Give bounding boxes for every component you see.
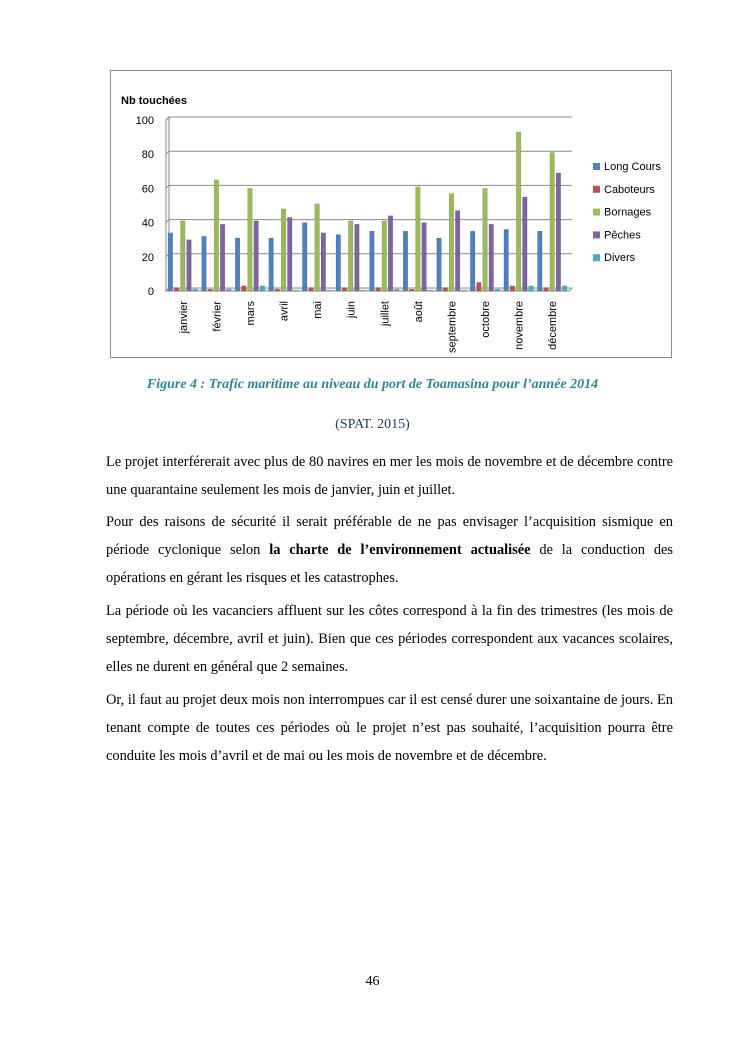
legend-label-0: Long Cours (604, 161, 661, 173)
bar-1-9 (477, 282, 482, 291)
bar-3-6 (388, 216, 393, 291)
bar-0-11 (538, 231, 543, 291)
figure-source: (SPAT. 2015) (335, 417, 410, 432)
bar-4-2 (260, 286, 265, 291)
y-tick-label-3: 60 (141, 183, 154, 196)
bar-2-6 (382, 221, 387, 291)
bar-0-2 (235, 238, 240, 291)
x-tick-label-1: février (211, 301, 224, 332)
bar-2-3 (281, 209, 286, 291)
bar-2-1 (214, 180, 219, 291)
y-tick-label-5: 100 (135, 115, 154, 127)
x-tick-label-9: octobre (480, 301, 493, 338)
bar-4-6 (394, 289, 399, 291)
bar-0-10 (504, 229, 509, 291)
bar-1-1 (208, 289, 213, 291)
bar-2-9 (483, 188, 488, 291)
x-tick-label-2: mars (244, 301, 257, 326)
bar-1-10 (510, 286, 515, 291)
bar-0-1 (202, 236, 207, 291)
bar-0-7 (403, 231, 408, 291)
bar-1-2 (241, 286, 246, 291)
bar-4-8 (462, 290, 467, 291)
bar-4-7 (428, 290, 433, 291)
x-tick-label-0: janvier (177, 301, 190, 334)
bar-3-7 (422, 223, 427, 291)
bar-1-0 (174, 288, 179, 291)
bar-2-0 (180, 221, 185, 291)
y-axis-label: Nb touchées (121, 95, 188, 107)
bar-4-9 (495, 289, 500, 291)
x-tick-label-6: juillet (379, 301, 392, 327)
bar-0-6 (370, 231, 375, 291)
bar-chart (111, 71, 671, 357)
legend-swatch-2 (593, 209, 600, 216)
y-tick-label-0: 0 (147, 286, 154, 298)
bar-1-7 (409, 289, 414, 291)
bar-3-1 (220, 224, 225, 291)
bar-3-2 (254, 221, 259, 291)
legend-swatch-0 (593, 163, 600, 170)
bar-2-10 (516, 132, 521, 291)
bar-0-8 (437, 238, 442, 291)
legend-swatch-1 (593, 186, 600, 193)
legend-label-4: Divers (604, 252, 636, 265)
bar-4-3 (294, 290, 299, 291)
bar-3-11 (556, 173, 561, 291)
bar-3-8 (455, 211, 460, 291)
bar-2-2 (248, 188, 253, 291)
bar-2-5 (348, 221, 353, 291)
legend-swatch-4 (593, 254, 600, 261)
x-tick-label-3: avril (278, 301, 291, 322)
paragraph-2-bold-reference: la charte de l’environnement actualisée (269, 542, 531, 558)
paragraph-4: Or, il faut au projet deux mois non interrompues car il est censé durer une soixantaine de jours. En tenant compte de toutes ces périodes où le projet n’est pas souhaité, l’acquisition pourra être conduite les mois d’avril et de mai ou les mois de novembre et de décembre. (106, 692, 673, 764)
bar-4-11 (562, 286, 567, 291)
bar-4-10 (529, 286, 534, 291)
bar-0-3 (269, 238, 274, 291)
bar-4-4 (327, 290, 332, 291)
x-tick-label-4: mai (312, 301, 325, 319)
bar-1-11 (544, 288, 549, 291)
bar-3-10 (523, 197, 528, 291)
bar-1-8 (443, 288, 448, 291)
bar-1-3 (275, 289, 280, 291)
bar-4-0 (193, 289, 198, 291)
bar-2-11 (550, 152, 555, 291)
legend-label-2: Bornages (604, 206, 652, 219)
y-tick-label-4: 80 (141, 149, 154, 162)
bar-3-5 (355, 224, 360, 291)
bar-2-7 (416, 187, 421, 291)
x-tick-label-10: novembre (513, 301, 526, 350)
y-tick-label-1: 20 (141, 251, 154, 264)
x-tick-label-8: septembre (446, 301, 459, 353)
bar-3-0 (187, 240, 192, 291)
paragraph-2-text-start: Pour des raisons de sécurité il serait préférable de ne pas envisager l’acquisition sismique en période cyclonique selon (106, 514, 673, 558)
bar-1-4 (309, 288, 314, 291)
bar-3-9 (489, 224, 494, 291)
paragraph-2-text-end: de la conduction des opérations en gérant les risques et les catastrophes. (106, 542, 673, 586)
paragraph-1: Le projet interférerait avec plus de 80 navires en mer les mois de novembre et de décembre contre une quarantaine seulement les mois de janvier, juin et juillet. (106, 454, 673, 498)
bar-3-4 (321, 233, 326, 291)
paragraph-2 (106, 508, 673, 592)
bar-4-1 (226, 289, 231, 291)
x-tick-label-11: décembre (547, 301, 560, 350)
legend-label-3: Pêches (604, 229, 641, 242)
paragraph-3: La période où les vacanciers affluent sur les côtes correspond à la fin des trimestres (les mois de septembre, décembre, avril et juin). Bien que ces périodes correspondent aux vacances scolaires, elles ne durent en général que 2 semaines. (106, 603, 673, 675)
x-tick-label-7: août (412, 301, 425, 323)
bar-3-3 (287, 217, 292, 291)
bar-0-0 (168, 233, 173, 291)
x-tick-label-5: juin (345, 301, 358, 319)
bar-0-5 (336, 235, 341, 291)
page-number: 46 (365, 974, 380, 989)
bar-4-5 (361, 290, 366, 291)
bar-2-4 (315, 204, 320, 291)
y-tick-label-2: 40 (141, 217, 154, 230)
legend-label-1: Caboteurs (604, 183, 655, 196)
bar-1-6 (376, 288, 381, 291)
bar-0-9 (470, 231, 475, 291)
legend-swatch-3 (593, 231, 600, 238)
bar-1-5 (342, 288, 347, 291)
chart-figure (110, 70, 672, 358)
figure-caption: Figure 4 : Trafic maritime au niveau du port de Toamasina pour l’année 2014 (146, 377, 599, 392)
bar-0-4 (302, 223, 307, 291)
bar-2-8 (449, 194, 454, 291)
